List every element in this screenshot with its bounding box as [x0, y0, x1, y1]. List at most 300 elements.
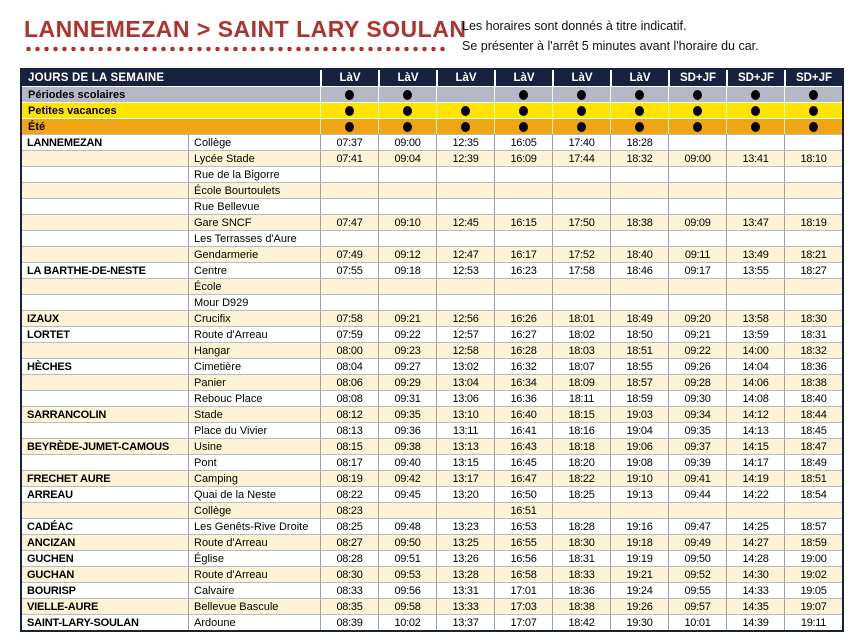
time-cell: 09:21: [668, 326, 726, 342]
time-cell: 07:41: [320, 150, 378, 166]
time-cell: 14:25: [726, 518, 784, 534]
period-dot-cell: [320, 86, 378, 102]
time-cell: 14:27: [726, 534, 784, 550]
stop-cell: Église: [188, 550, 320, 566]
time-cell: 16:45: [494, 454, 552, 470]
time-cell: 18:38: [552, 598, 610, 614]
stop-cell: Cimetière: [188, 358, 320, 374]
period-dot-cell: [610, 102, 668, 118]
commune-cell: IZAUX: [22, 310, 188, 326]
period-dot-cell: [784, 86, 842, 102]
time-cell: 17:50: [552, 214, 610, 230]
stop-cell: Ardoune: [188, 614, 320, 630]
time-cell: 09:00: [378, 134, 436, 150]
stop-cell: École Bourtoulets: [188, 182, 320, 198]
time-cell: 09:20: [668, 310, 726, 326]
time-cell: [320, 198, 378, 214]
time-cell: [610, 294, 668, 310]
time-cell: 17:52: [552, 246, 610, 262]
stop-cell: Camping: [188, 470, 320, 486]
timetable: [20, 68, 844, 632]
commune-cell: [22, 182, 188, 198]
time-cell: 18:03: [552, 342, 610, 358]
service-dot: [403, 106, 412, 116]
commune-cell: [22, 198, 188, 214]
commune-cell: [22, 166, 188, 182]
period-label: Petites vacances: [22, 102, 320, 118]
time-cell: 18:49: [610, 310, 668, 326]
time-cell: 13:13: [436, 438, 494, 454]
time-cell: 09:21: [378, 310, 436, 326]
period-dot-cell: [726, 86, 784, 102]
time-cell: 09:52: [668, 566, 726, 582]
time-cell: 09:30: [668, 390, 726, 406]
time-cell: 18:28: [610, 134, 668, 150]
time-cell: 09:11: [668, 246, 726, 262]
time-cell: 07:58: [320, 310, 378, 326]
service-dot: [403, 122, 412, 132]
period-dot-cell: [320, 102, 378, 118]
commune-cell: GUCHAN: [22, 566, 188, 582]
period-dot-cell: [726, 118, 784, 134]
time-cell: 16:41: [494, 422, 552, 438]
time-cell: 16:05: [494, 134, 552, 150]
time-cell: [668, 166, 726, 182]
time-cell: 09:17: [668, 262, 726, 278]
commune-cell: ARREAU: [22, 486, 188, 502]
time-cell: 18:40: [610, 246, 668, 262]
time-cell: 09:22: [668, 342, 726, 358]
time-cell: [378, 198, 436, 214]
time-cell: [726, 294, 784, 310]
time-cell: [784, 502, 842, 518]
time-cell: 09:47: [668, 518, 726, 534]
time-cell: 17:44: [552, 150, 610, 166]
time-cell: 19:05: [784, 582, 842, 598]
time-cell: 09:39: [668, 454, 726, 470]
time-cell: [610, 502, 668, 518]
time-cell: 17:03: [494, 598, 552, 614]
time-cell: 19:13: [610, 486, 668, 502]
time-cell: 12:58: [436, 342, 494, 358]
time-cell: 18:51: [784, 470, 842, 486]
time-cell: 16:28: [494, 342, 552, 358]
stop-cell: Gare SNCF: [188, 214, 320, 230]
time-cell: 16:09: [494, 150, 552, 166]
time-cell: 18:02: [552, 326, 610, 342]
commune-cell: LA BARTHE-DE-NESTE: [22, 262, 188, 278]
days-of-week-header: JOURS DE LA SEMAINE: [22, 70, 320, 86]
time-cell: [726, 134, 784, 150]
time-cell: 08:28: [320, 550, 378, 566]
time-cell: 19:08: [610, 454, 668, 470]
time-cell: [494, 166, 552, 182]
time-cell: [668, 230, 726, 246]
commune-cell: [22, 278, 188, 294]
commune-cell: LANNEMEZAN: [22, 134, 188, 150]
service-dot: [693, 106, 702, 116]
time-cell: 14:39: [726, 614, 784, 630]
period-dot-cell: [494, 86, 552, 102]
time-cell: [610, 182, 668, 198]
time-cell: 19:26: [610, 598, 668, 614]
time-cell: 08:12: [320, 406, 378, 422]
time-cell: 09:23: [378, 342, 436, 358]
time-cell: 19:30: [610, 614, 668, 630]
time-cell: 19:07: [784, 598, 842, 614]
stop-cell: Route d'Arreau: [188, 566, 320, 582]
period-label: Été: [22, 118, 320, 134]
time-cell: 09:26: [668, 358, 726, 374]
time-cell: 12:57: [436, 326, 494, 342]
period-dot-cell: [668, 86, 726, 102]
time-cell: 14:28: [726, 550, 784, 566]
time-cell: 17:07: [494, 614, 552, 630]
time-cell: 16:15: [494, 214, 552, 230]
stop-cell: Route d'Arreau: [188, 534, 320, 550]
service-dot: [519, 106, 528, 116]
time-cell: 14:17: [726, 454, 784, 470]
time-cell: 16:55: [494, 534, 552, 550]
time-cell: [552, 502, 610, 518]
commune-cell: ANCIZAN: [22, 534, 188, 550]
time-cell: 18:38: [610, 214, 668, 230]
time-cell: 18:33: [552, 566, 610, 582]
time-cell: 09:41: [668, 470, 726, 486]
time-cell: [726, 166, 784, 182]
time-cell: 08:23: [320, 502, 378, 518]
time-cell: 18:22: [552, 470, 610, 486]
time-cell: 16:58: [494, 566, 552, 582]
period-dot-cell: [494, 102, 552, 118]
time-cell: 18:16: [552, 422, 610, 438]
service-dot: [809, 122, 818, 132]
time-cell: [784, 134, 842, 150]
time-cell: [378, 502, 436, 518]
time-cell: [668, 134, 726, 150]
time-cell: 18:47: [784, 438, 842, 454]
time-cell: 18:19: [784, 214, 842, 230]
commune-cell: SAINT-LARY-SOULAN: [22, 614, 188, 630]
time-cell: 09:35: [378, 406, 436, 422]
time-cell: 18:54: [784, 486, 842, 502]
time-cell: [494, 198, 552, 214]
commune-cell: [22, 342, 188, 358]
time-cell: 14:22: [726, 486, 784, 502]
time-cell: 13:10: [436, 406, 494, 422]
time-cell: 18:38: [784, 374, 842, 390]
time-cell: 18:32: [784, 342, 842, 358]
time-cell: 19:18: [610, 534, 668, 550]
service-dot: [577, 106, 586, 116]
period-dot-cell: [436, 102, 494, 118]
time-cell: 18:31: [784, 326, 842, 342]
schedule-note: [462, 16, 858, 56]
time-cell: 13:41: [726, 150, 784, 166]
time-cell: 08:33: [320, 582, 378, 598]
stop-cell: Les Genêts-Rive Droite: [188, 518, 320, 534]
period-dot-cell: [378, 118, 436, 134]
day-column-header: LàV: [494, 70, 552, 86]
time-cell: 18:21: [784, 246, 842, 262]
time-cell: 19:02: [784, 566, 842, 582]
service-dot: [693, 122, 702, 132]
time-cell: [784, 166, 842, 182]
time-cell: 13:37: [436, 614, 494, 630]
time-cell: 13:20: [436, 486, 494, 502]
day-column-header: LàV: [610, 70, 668, 86]
service-dot: [693, 90, 702, 100]
time-cell: 10:02: [378, 614, 436, 630]
time-cell: 18:30: [784, 310, 842, 326]
service-dot: [809, 90, 818, 100]
commune-cell: [22, 390, 188, 406]
time-cell: 13:26: [436, 550, 494, 566]
service-dot: [403, 90, 412, 100]
time-cell: 09:34: [668, 406, 726, 422]
time-cell: 09:45: [378, 486, 436, 502]
time-cell: [436, 182, 494, 198]
title-block: [24, 16, 467, 52]
time-cell: 18:30: [552, 534, 610, 550]
time-cell: [668, 294, 726, 310]
time-cell: 08:13: [320, 422, 378, 438]
time-cell: 13:02: [436, 358, 494, 374]
time-cell: 12:56: [436, 310, 494, 326]
time-cell: 14:15: [726, 438, 784, 454]
time-cell: [726, 230, 784, 246]
time-cell: [552, 166, 610, 182]
time-cell: 12:53: [436, 262, 494, 278]
time-cell: 09:49: [668, 534, 726, 550]
time-cell: 09:29: [378, 374, 436, 390]
service-dot: [635, 90, 644, 100]
time-cell: 09:37: [668, 438, 726, 454]
time-cell: [378, 230, 436, 246]
time-cell: [552, 182, 610, 198]
service-dot: [345, 122, 354, 132]
stop-cell: Calvaire: [188, 582, 320, 598]
stop-cell: Bellevue Bascule: [188, 598, 320, 614]
time-cell: [320, 182, 378, 198]
commune-cell: FRECHET AURE: [22, 470, 188, 486]
commune-cell: LORTET: [22, 326, 188, 342]
commune-cell: BEYRÈDE-JUMET-CAMOUS: [22, 438, 188, 454]
commune-cell: [22, 422, 188, 438]
time-cell: 18:09: [552, 374, 610, 390]
commune-cell: [22, 150, 188, 166]
time-cell: 16:51: [494, 502, 552, 518]
time-cell: 17:40: [552, 134, 610, 150]
time-cell: 09:50: [668, 550, 726, 566]
time-cell: 09:51: [378, 550, 436, 566]
time-cell: [552, 294, 610, 310]
time-cell: [668, 502, 726, 518]
time-cell: 09:42: [378, 470, 436, 486]
time-cell: 08:17: [320, 454, 378, 470]
time-cell: [726, 182, 784, 198]
time-cell: 08:35: [320, 598, 378, 614]
stop-cell: Hangar: [188, 342, 320, 358]
day-column-header: SD+JF: [726, 70, 784, 86]
time-cell: 13:58: [726, 310, 784, 326]
time-cell: [784, 182, 842, 198]
time-cell: 16:56: [494, 550, 552, 566]
service-dot: [461, 106, 470, 116]
time-cell: 18:11: [552, 390, 610, 406]
time-cell: 16:47: [494, 470, 552, 486]
time-cell: 14:00: [726, 342, 784, 358]
page-title: LANNEMEZAN > SAINT LARY SOULAN: [24, 16, 467, 42]
stop-cell: Route d'Arreau: [188, 326, 320, 342]
commune-cell: [22, 454, 188, 470]
time-cell: 10:01: [668, 614, 726, 630]
commune-cell: [22, 246, 188, 262]
time-cell: 18:57: [610, 374, 668, 390]
time-cell: 09:27: [378, 358, 436, 374]
time-cell: [668, 278, 726, 294]
time-cell: 12:39: [436, 150, 494, 166]
time-cell: 18:27: [784, 262, 842, 278]
commune-cell: [22, 294, 188, 310]
period-dot-cell: [552, 118, 610, 134]
time-cell: 13:28: [436, 566, 494, 582]
stop-cell: Rue de la Bigorre: [188, 166, 320, 182]
time-cell: 19:24: [610, 582, 668, 598]
time-cell: 08:19: [320, 470, 378, 486]
time-cell: 19:19: [610, 550, 668, 566]
stop-cell: Pont: [188, 454, 320, 470]
stop-cell: Lycée Stade: [188, 150, 320, 166]
time-cell: 14:08: [726, 390, 784, 406]
stop-cell: Stade: [188, 406, 320, 422]
time-cell: 16:23: [494, 262, 552, 278]
time-cell: 19:04: [610, 422, 668, 438]
time-cell: 18:40: [784, 390, 842, 406]
time-cell: 18:45: [784, 422, 842, 438]
time-cell: [436, 198, 494, 214]
time-cell: 16:26: [494, 310, 552, 326]
period-dot-cell: [320, 118, 378, 134]
time-cell: 16:17: [494, 246, 552, 262]
time-cell: 13:55: [726, 262, 784, 278]
time-cell: 19:10: [610, 470, 668, 486]
period-dot-cell: [436, 118, 494, 134]
time-cell: 14:12: [726, 406, 784, 422]
commune-cell: GUCHEN: [22, 550, 188, 566]
time-cell: 18:55: [610, 358, 668, 374]
commune-cell: [22, 374, 188, 390]
time-cell: 09:12: [378, 246, 436, 262]
stop-cell: Quai de la Neste: [188, 486, 320, 502]
time-cell: 16:40: [494, 406, 552, 422]
service-dot: [635, 122, 644, 132]
stop-cell: Panier: [188, 374, 320, 390]
time-cell: 18:49: [784, 454, 842, 470]
time-cell: 13:25: [436, 534, 494, 550]
day-column-header: LàV: [436, 70, 494, 86]
note-line-2: Se présenter à l'arrêt 5 minutes avant l'horaire du car.: [462, 39, 759, 53]
stop-cell: Gendarmerie: [188, 246, 320, 262]
service-dot: [577, 90, 586, 100]
time-cell: 07:49: [320, 246, 378, 262]
time-cell: 18:59: [784, 534, 842, 550]
time-cell: 18:28: [552, 518, 610, 534]
period-dot-cell: [784, 102, 842, 118]
period-dot-cell: [552, 86, 610, 102]
period-label: Périodes scolaires: [22, 86, 320, 102]
time-cell: 18:42: [552, 614, 610, 630]
time-cell: 09:57: [668, 598, 726, 614]
time-cell: [436, 166, 494, 182]
period-dot-cell: [378, 102, 436, 118]
time-cell: [320, 278, 378, 294]
time-cell: 16:53: [494, 518, 552, 534]
service-dot: [751, 122, 760, 132]
service-dot: [751, 90, 760, 100]
time-cell: 17:01: [494, 582, 552, 598]
time-cell: 09:40: [378, 454, 436, 470]
time-cell: 14:30: [726, 566, 784, 582]
service-dot: [345, 106, 354, 116]
time-cell: 09:36: [378, 422, 436, 438]
time-cell: 13:49: [726, 246, 784, 262]
time-cell: [436, 278, 494, 294]
time-cell: [610, 278, 668, 294]
service-dot: [577, 122, 586, 132]
day-column-header: LàV: [552, 70, 610, 86]
time-cell: 18:20: [552, 454, 610, 470]
period-dot-cell: [378, 86, 436, 102]
time-cell: 13:11: [436, 422, 494, 438]
time-cell: [436, 230, 494, 246]
time-cell: [784, 278, 842, 294]
time-cell: [320, 294, 378, 310]
time-cell: 18:18: [552, 438, 610, 454]
day-column-header: SD+JF: [784, 70, 842, 86]
time-cell: 09:31: [378, 390, 436, 406]
time-cell: 07:59: [320, 326, 378, 342]
time-cell: 18:36: [784, 358, 842, 374]
time-cell: 19:11: [784, 614, 842, 630]
time-cell: 14:19: [726, 470, 784, 486]
time-cell: 18:31: [552, 550, 610, 566]
time-cell: 18:07: [552, 358, 610, 374]
service-dot: [751, 106, 760, 116]
period-dot-cell: [436, 86, 494, 102]
time-cell: 19:00: [784, 550, 842, 566]
time-cell: 09:28: [668, 374, 726, 390]
time-cell: 18:57: [784, 518, 842, 534]
time-cell: 18:36: [552, 582, 610, 598]
stop-cell: Usine: [188, 438, 320, 454]
time-cell: [668, 198, 726, 214]
time-cell: 09:18: [378, 262, 436, 278]
time-cell: [726, 278, 784, 294]
service-dot: [345, 90, 354, 100]
time-cell: 08:30: [320, 566, 378, 582]
stop-cell: École: [188, 278, 320, 294]
time-cell: [552, 278, 610, 294]
commune-cell: BOURISP: [22, 582, 188, 598]
stop-cell: Crucifix: [188, 310, 320, 326]
commune-cell: VIELLE-AURE: [22, 598, 188, 614]
time-cell: 07:47: [320, 214, 378, 230]
time-cell: 19:16: [610, 518, 668, 534]
time-cell: 07:55: [320, 262, 378, 278]
time-cell: 18:25: [552, 486, 610, 502]
stop-cell: Collège: [188, 502, 320, 518]
